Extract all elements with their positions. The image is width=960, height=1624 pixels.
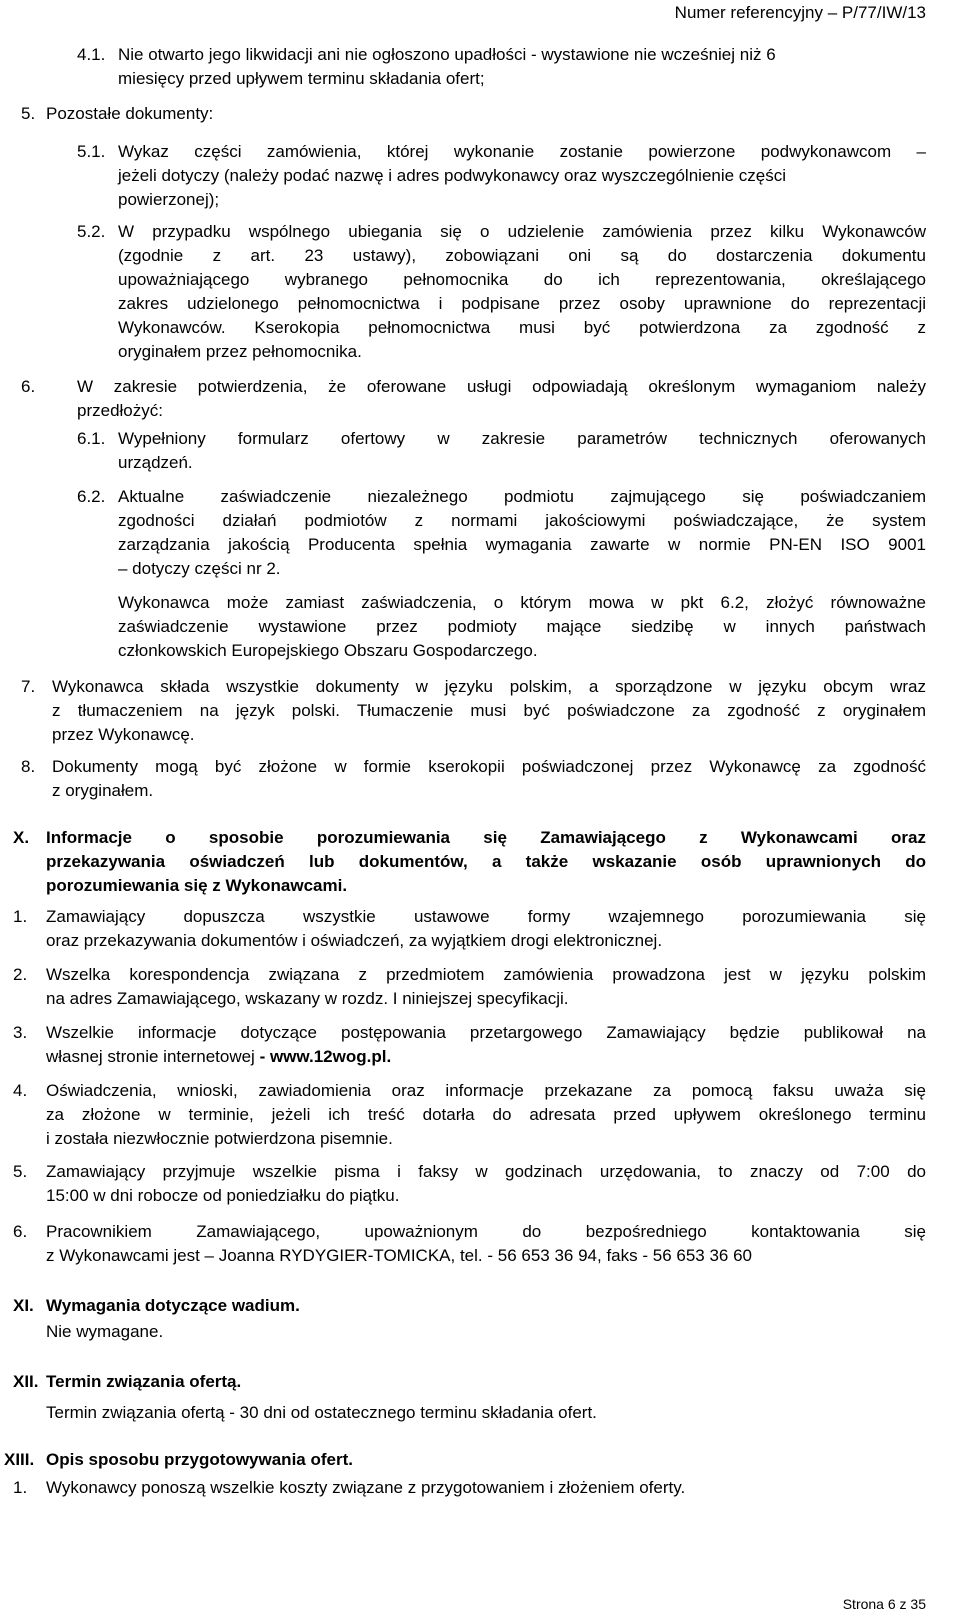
item-number: 6.1. [77, 429, 106, 448]
text-line: z Wykonawcami jest – Joanna RYDYGIER-TOMICKA, tel. - 56 653 36 94, faks - 56 653 36 60 [46, 1246, 752, 1265]
item-number: 5. [21, 104, 36, 123]
section-title: Opis sposobu przygotowywania ofert. [46, 1450, 353, 1469]
item-number: 4. [13, 1081, 28, 1100]
text-line: jeżeli dotyczy (należy podać nazwę i adres podwykonawcy oraz wyszczególnienie części [118, 166, 787, 185]
section-number: XI. [13, 1296, 34, 1315]
text-line: za złożone w terminie, jeżeli ich treść dotarła do adresata przed upływem określonego terminu [46, 1105, 926, 1124]
text-line: Termin związania ofertą - 30 dni od ostatecznego terminu składania ofert. [46, 1403, 597, 1422]
text-line: Wykonawca może zamiast zaświadczenia, o którym mowa w pkt 6.2, złożyć równoważne [118, 593, 926, 612]
text-line: miesięcy przed upływem terminu składania ofert; [118, 69, 485, 88]
item-number: 6.2. [77, 487, 106, 506]
text-line: Oświadczenia, wnioski, zawiadomienia oraz informacje przekazane za pomocą faksu uważa się [46, 1081, 926, 1100]
text-line: Wykonawcy ponoszą wszelkie koszty związane z przygotowaniem i złożeniem oferty. [46, 1478, 686, 1497]
text-line: członkowskich Europejskiego Obszaru Gospodarczego. [118, 641, 538, 660]
item-number: 2. [13, 965, 28, 984]
text-line: upoważniającego wybranego pełnomocnika do ich reprezentowania, określającego [118, 270, 926, 289]
text-line: Wykaz części zamówienia, której wykonanie zostanie powierzone podwykonawcom – [118, 142, 926, 161]
text-line: na adres Zamawiającego, wskazany w rozdz. I niniejszej specyfikacji. [46, 989, 569, 1008]
text-line: oryginałem przez pełnomocnika. [118, 342, 362, 361]
item-number: 8. [21, 757, 36, 776]
text-line: – dotyczy części nr 2. [118, 559, 281, 578]
item-number: 5.1. [77, 142, 106, 161]
text-line: Nie wymagane. [46, 1322, 164, 1341]
text-line: W przypadku wspólnego ubiegania się o udzielenie zamówienia przez kilku Wykonawców [118, 222, 926, 241]
text-line: Pracownikiem Zamawiającego, upoważnionym do bezpośredniego kontaktowania się [46, 1222, 926, 1241]
section-title: Termin związania ofertą. [46, 1372, 242, 1391]
item-number: 6. [13, 1222, 28, 1241]
text-line: Wypełniony formularz ofertowy w zakresie parametrów technicznych oferowanych [118, 429, 926, 448]
text-line: zgodności działań podmiotów z normami jakościowymi poświadczające, że system [118, 511, 926, 530]
text-line: 15:00 w dni robocze od poniedziałku do piątku. [46, 1186, 400, 1205]
heading-line: Informacje o sposobie porozumiewania się Zamawiającego z Wykonawcami oraz [46, 828, 926, 847]
text-line: przedłożyć: [77, 401, 163, 420]
section-number: X. [13, 828, 30, 847]
text-line: i została niezwłocznie potwierdzona pisemnie. [46, 1129, 393, 1148]
item-number: 6. [21, 377, 36, 396]
website-link[interactable]: - www.12wog.pl. [259, 1047, 392, 1066]
text-line: powierzonej); [118, 190, 220, 209]
text-line: Zamawiający przyjmuje wszelkie pisma i faksy w godzinach urzędowania, to znaczy od 7:00 do [46, 1162, 926, 1181]
text-line: z oryginałem. [52, 781, 154, 800]
page-number: Strona 6 z 35 [842, 1596, 926, 1612]
text-line: Wykonawców. Kserokopia pełnomocnictwa musi być potwierdzona za zgodność z [118, 318, 926, 337]
item-number: 1. [13, 1478, 28, 1497]
text-line: przez Wykonawcę. [52, 725, 195, 744]
section-number: XII. [13, 1372, 39, 1391]
heading-line: porozumiewania się z Wykonawcami. [46, 876, 348, 895]
text-line: zarządzania jakością Producenta spełnia wymagania zawarte w normie PN-EN ISO 9001 [118, 535, 926, 554]
item-number: 5. [13, 1162, 28, 1181]
item-number: 4.1. [77, 45, 106, 64]
item-number: 1. [13, 907, 28, 926]
document-reference-number: Numer referencyjny – P/77/IW/13 [674, 3, 926, 22]
text-line: Aktualne zaświadczenie niezależnego podmiotu zajmującego się poświadczaniem [118, 487, 926, 506]
text-line: Wykonawca składa wszystkie dokumenty w języku polskim, a sporządzone w języku obcym wraz [52, 677, 926, 696]
text-line [46, 1047, 391, 1067]
text-line: urządzeń. [118, 453, 193, 472]
text-line: zakres udzielonego pełnomocnictwa i podpisane przez osoby uprawnione do reprezentacji [118, 294, 926, 313]
heading-line: przekazywania oświadczeń lub dokumentów, a także wskazanie osób uprawnionych do [46, 852, 926, 871]
text-line: Pozostałe dokumenty: [46, 104, 214, 123]
text-line: Wszelkie informacje dotyczące postępowania przetargowego Zamawiający będzie publikował na [46, 1023, 926, 1042]
text-line: Zamawiający dopuszcza wszystkie ustawowe formy wzajemnego porozumiewania się [46, 907, 926, 926]
item-number: 7. [21, 677, 36, 696]
section-number: XIII. [4, 1450, 35, 1469]
text-span: własnej stronie internetowej [46, 1047, 260, 1066]
item-number: 5.2. [77, 222, 106, 241]
text-line: Nie otwarto jego likwidacji ani nie ogłoszono upadłości - wystawione nie wcześniej niż 6 [118, 45, 776, 64]
text-line: W zakresie potwierdzenia, że oferowane usługi odpowiadają określonym wymaganiom należy [77, 377, 926, 396]
text-line: zaświadczenie wystawione przez podmioty mające siedzibę w innych państwach [118, 617, 926, 636]
item-number: 3. [13, 1023, 28, 1042]
text-line: Dokumenty mogą być złożone w formie kserokopii poświadczonej przez Wykonawcę za zgodność [52, 757, 926, 776]
text-line: z tłumaczeniem na język polski. Tłumaczenie musi być poświadczone za zgodność z oryginałem [52, 701, 926, 720]
text-line: Wszelka korespondencja związana z przedmiotem zamówienia prowadzona jest w języku polskim [46, 965, 926, 984]
text-line: (zgodnie z art. 23 ustawy), zobowiązani oni są do dostarczenia dokumentu [118, 246, 926, 265]
text-line: oraz przekazywania dokumentów i oświadczeń, za wyjątkiem drogi elektronicznej. [46, 931, 663, 950]
section-title: Wymagania dotyczące wadium. [46, 1296, 300, 1315]
